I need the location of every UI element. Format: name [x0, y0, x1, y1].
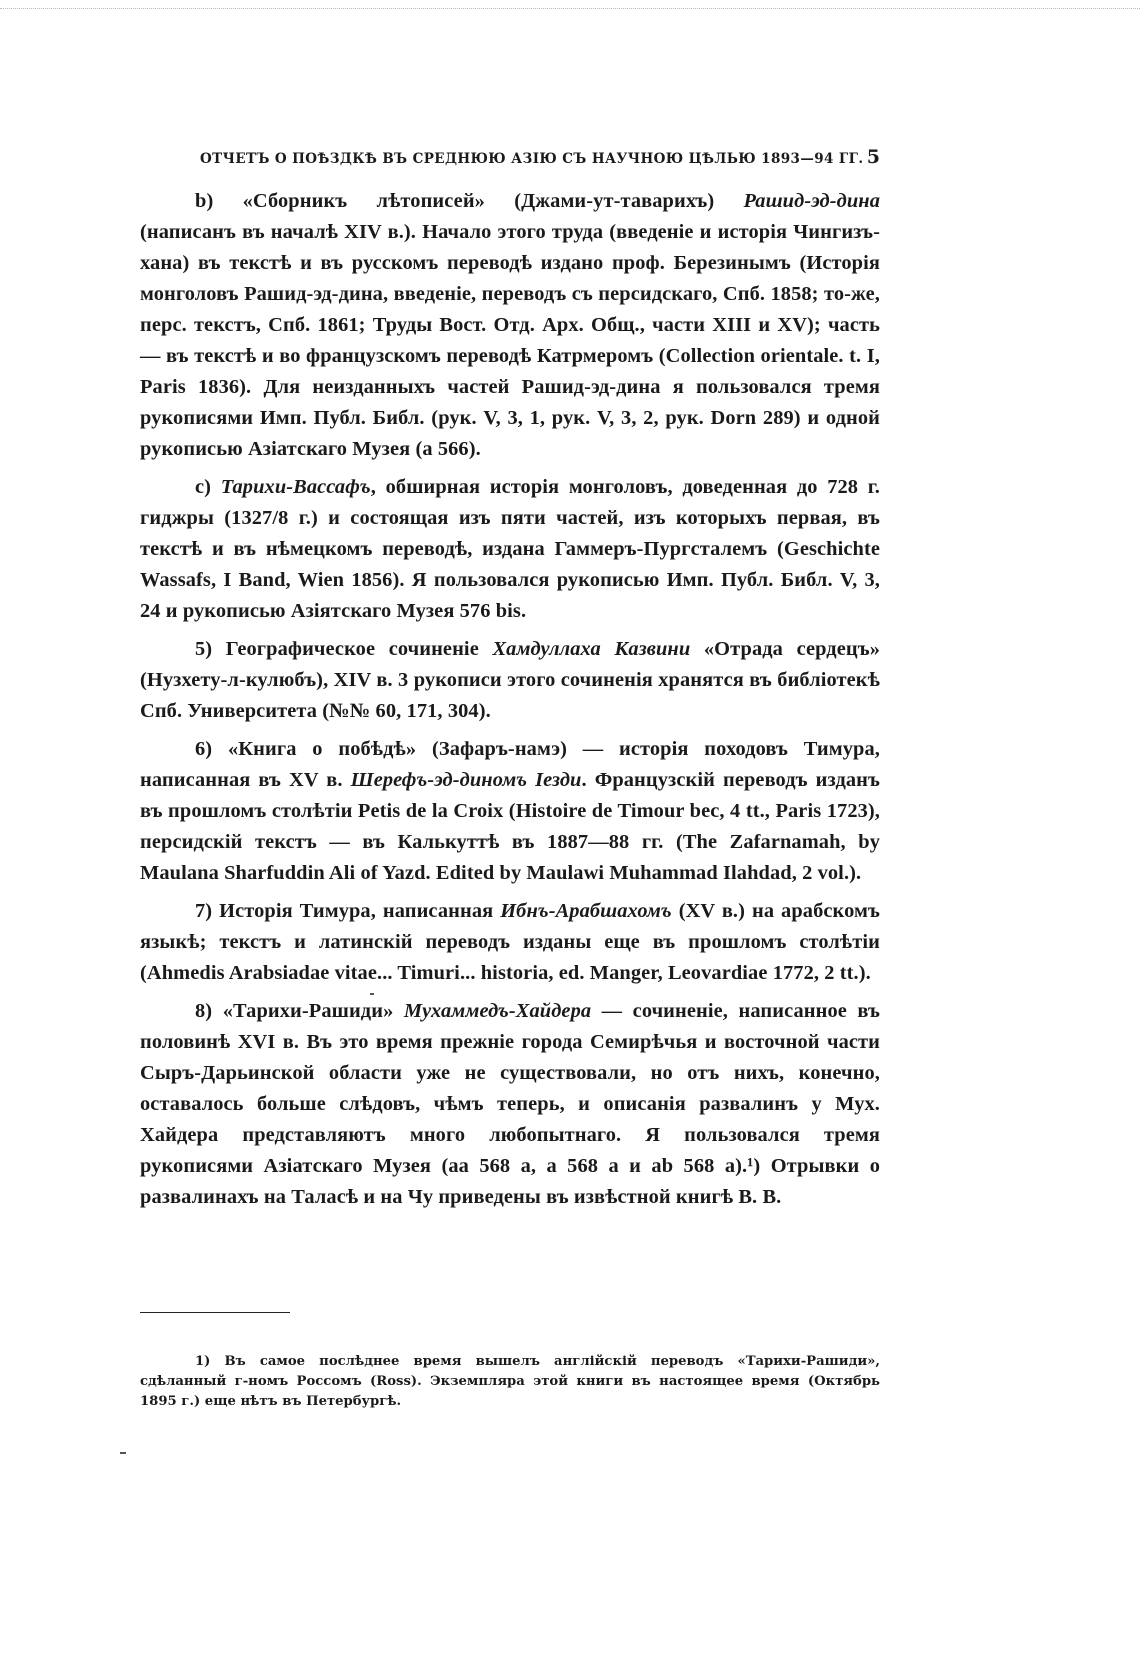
para-text: , обширная исторія монголовъ, доведенная до 728 г. гиджры (1327/8 г.) и состоящая изъ пяти частей, изъ которыхъ первая, въ текстѣ и въ нѣмецкомъ переводѣ, издана Гаммеръ-Пургсталемъ (Geschichte Wassafs, I Band, Wien 1856). Я пользовался рукописью Имп. Публ. Библ. V, 3, 24 и рукописью Азіятскаго Музея 576 bis.: [140, 476, 880, 622]
para-text: b) «Сборникъ лѣтописей» (Джами-ут-таварихъ): [195, 190, 744, 212]
para-text: 5) Географическое сочиненіе: [195, 638, 493, 660]
para-text: 8) «Тарихи-Рашиди»: [195, 1000, 404, 1022]
paragraph-tarikhi-rashidi: [140, 996, 880, 1213]
body-text: [140, 186, 880, 1220]
running-title: ОТЧЕТЪ О ПОѢЗДКѢ ВЪ СРЕДНЮЮ АЗІЮ СЪ НАУЧНОЮ ЦѢЛЬЮ 1893—94 ГГ.: [200, 151, 864, 167]
paragraph-tarikhi-vassaf: [140, 472, 880, 627]
footnote-separator: [140, 1312, 290, 1313]
page-header: [200, 146, 880, 168]
para-text: — сочиненіе, написанное въ половинѣ XVI в. Въ это время прежніе города Семирѣчья и восточной части Сыръ-Дарьинской области уже не существовали, но отъ нихъ, конечно, оставалось больше слѣдовъ, чѣмъ теперь, и описанія развалинъ у Мух. Хайдера представляютъ много любопытнаго. Я пользовался тремя рукописями Азіатскаго Музея (aa 568 a, a 568 a и ab 568 a).¹) Отрывки о развалинахъ на Таласѣ и на Чу приведены въ извѣстной книгѣ В. В.: [140, 1000, 880, 1208]
paragraph-ibn-arabshah: [140, 896, 880, 989]
paragraph-zafar-name: [140, 734, 880, 889]
page-number: 5: [866, 146, 880, 168]
footnote: 1) Въ самое послѣднее время вышелъ англійскій переводъ «Тарихи-Рашиди», сдѣланный г-номъ Россомъ (Ross). Экземпляра этой книги въ настоящее время (Октябрь 1895 г.) еще нѣтъ въ Петербургѣ.: [140, 1354, 880, 1409]
para-text: 7) Исторія Тимура, написанная: [195, 900, 501, 922]
scan-speck: [120, 1452, 126, 1454]
work-title: Тарихи-Вассафъ: [220, 476, 371, 498]
paragraph-hamdullah-kazvini: [140, 634, 880, 727]
para-text: c): [195, 476, 221, 498]
scan-speck: [370, 993, 374, 995]
para-text: (написанъ въ началѣ XIV в.). Начало этого труда (введеніе и исторія Чингизъ-хана) въ текстѣ и въ русскомъ переводѣ издано проф. Березинымъ (Исторія монголовъ Рашид-эд-дина, введеніе, переводъ съ персидскаго, Спб. 1858; то-же, перс. текстъ, Спб. 1861; Труды Вост. Отд. Арх. Общ., части XIII и XV); часть — въ текстѣ и во французскомъ переводѣ Катрмеромъ (Collection orientale. t. I, Paris 1836). Для неизданныхъ частей Рашид-эд-дина я пользовался тремя рукописями Имп. Публ. Библ. (рук. V, 3, 1, рук. V, 3, 2, рук. Dorn 289) и одной рукописью Азіатскаго Музея (a 566).: [140, 221, 880, 460]
para-text: (XV в.) на арабскомъ языкѣ; текстъ и латинскій переводъ изданы еще въ прошломъ столѣтіи (Ahmedis Arabsiadae vitae... Timuri... historia, ed. Manger, Leovardiae 1772, 2 tt.).: [140, 900, 880, 984]
para-text: «Отрада сердецъ» (Нузхету-л-кулюбъ), XIV в. 3 рукописи этого сочиненія хранятся въ библіотекѣ Спб. Университета (№№ 60, 171, 304).: [140, 638, 880, 722]
scan-edge-dots: [0, 8, 1140, 11]
paragraph-rashid-ad-din: [140, 186, 880, 465]
author-name: Мухаммедъ-Хайдера: [403, 1000, 592, 1022]
author-name: Шерефъ-эд-диномъ Іезди: [350, 769, 582, 791]
author-name: Ибнъ-Арабшахомъ: [500, 900, 672, 922]
author-name: Рашид-эд-дина: [743, 190, 880, 212]
author-name: Хамдуллаха Казвини: [492, 638, 691, 660]
para-text: 6) «Книга о побѣдѣ» (Зафаръ-намэ) — исторія походовъ Тимура, написанная въ XV в.: [140, 738, 880, 791]
para-text: . Французскій переводъ изданъ въ прошломъ столѣтіи Petis de la Croix (Histoire de Timour bec, 4 tt., Paris 1723), персидскій текстъ — въ Калькуттѣ въ 1887—88 гг. (The Zafarnamah, by Maulana Sharfuddin Ali of Yazd. Edited by Maulawi Muhammad Ilahdad, 2 vol.).: [140, 769, 880, 884]
